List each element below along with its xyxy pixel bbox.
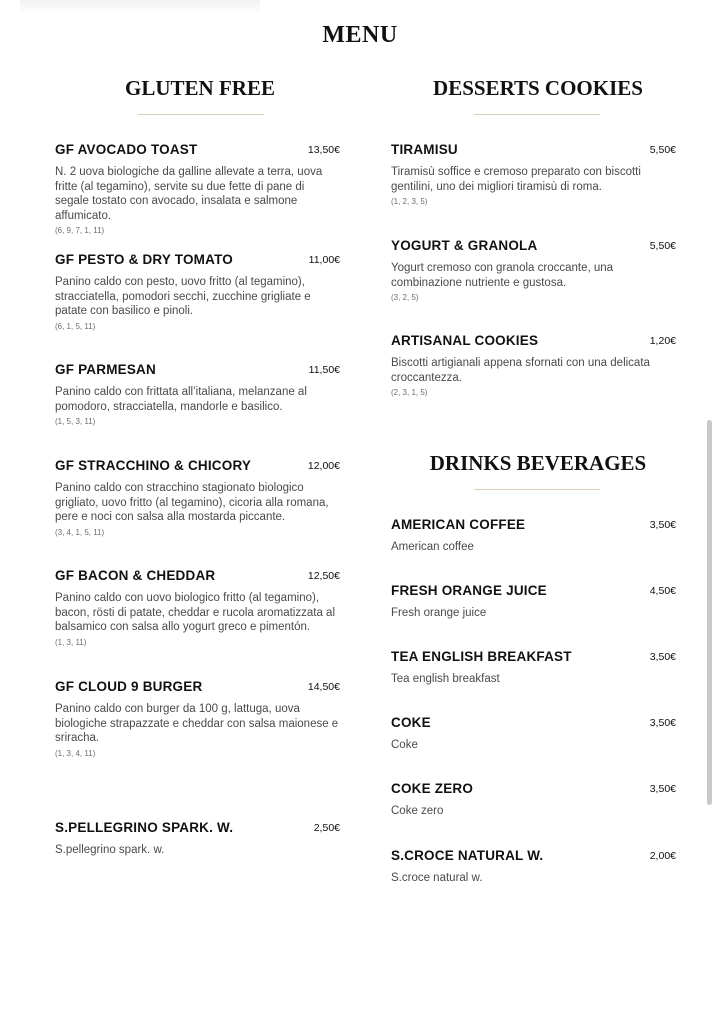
item-price: 3,50€ — [649, 651, 676, 663]
item-description: Biscotti artigianali appena sfornati con una delicata croccantezza. — [391, 357, 650, 384]
item-allergens: (2, 3, 1, 5) — [391, 388, 428, 398]
item-price: 12,50€ — [307, 570, 340, 582]
item-price: 4,50€ — [649, 585, 676, 597]
item-price: 12,00€ — [307, 460, 340, 472]
item-allergens: (1, 3, 11) — [55, 637, 87, 647]
item-description: Tea english breakfast — [391, 673, 500, 685]
item-price: 3,50€ — [649, 717, 676, 729]
page-title: MENU — [322, 22, 398, 48]
item-price: 13,50€ — [307, 144, 340, 156]
item-description: Tiramisù soffice e cremoso preparato con biscotti gentilini, uno dei migliori tiramisù di roma. — [391, 166, 641, 193]
item-allergens: (6, 9, 7, 1, 11) — [55, 226, 105, 236]
item-name: GF STRACCHINO & CHICORY — [55, 458, 252, 473]
item-price: 11,50€ — [308, 364, 340, 376]
item-price: 5,50€ — [649, 144, 676, 156]
section-divider — [474, 114, 600, 115]
item-name: S.PELLEGRINO SPARK. W. — [55, 820, 234, 835]
section-divider — [138, 114, 264, 115]
item-allergens: (1, 3, 4, 11) — [55, 748, 96, 758]
item-price: 3,50€ — [649, 519, 676, 531]
menu-item-american-coffee — [391, 516, 676, 555]
item-name: S.CROCE NATURAL W. — [391, 848, 544, 863]
item-allergens: (3, 4, 1, 5, 11) — [55, 527, 105, 537]
menu-item-gf-avocado-toast — [55, 141, 340, 236]
menu-item-s-pellegrino — [55, 819, 340, 858]
section-divider — [474, 489, 600, 490]
item-name: COKE ZERO — [391, 781, 474, 796]
item-description: Fresh orange juice — [391, 607, 487, 619]
item-name: TIRAMISU — [391, 142, 458, 157]
top-shadow — [20, 0, 260, 14]
menu-item-s-croce-natural — [391, 847, 676, 886]
item-description: Panino caldo con frittata all’italiana, melanzane al pomodoro, stracciatella, mandorle e basilico. — [55, 386, 307, 413]
menu-item-gf-parmesan — [55, 361, 340, 427]
item-name: GF CLOUD 9 BURGER — [55, 679, 203, 694]
menu-item-gf-pesto-dry-tomato — [55, 251, 340, 332]
item-name: ARTISANAL COOKIES — [391, 333, 539, 348]
section-title-desserts-cookies: DESSERTS COOKIES — [433, 76, 643, 100]
item-description: American coffee — [391, 541, 474, 553]
item-name: GF PESTO & DRY TOMATO — [55, 252, 233, 267]
item-price: 2,50€ — [313, 822, 340, 834]
menu-item-coke — [391, 714, 676, 753]
item-description: Panino caldo con burger da 100 g, lattuga, uova biologiche strapazzate e cheddar con salsa maionese e sriracha. — [55, 703, 339, 745]
item-name: AMERICAN COFFEE — [391, 517, 526, 532]
item-name: YOGURT & GRANOLA — [391, 238, 538, 253]
item-name: GF PARMESAN — [55, 362, 156, 377]
item-allergens: (1, 5, 3, 11) — [55, 417, 96, 427]
item-allergens: (6, 1, 5, 11) — [55, 321, 96, 331]
item-allergens: (3, 2, 5) — [391, 293, 419, 303]
item-price: 3,50€ — [649, 783, 676, 795]
item-name: COKE — [391, 715, 431, 730]
item-allergens: (1, 2, 3, 5) — [391, 197, 428, 207]
menu-item-gf-bacon-cheddar — [55, 567, 340, 648]
menu-item-artisanal-cookies — [391, 332, 676, 398]
menu-item-gf-stracchino-chicory — [55, 457, 340, 538]
menu-item-tea-english-breakfast — [391, 648, 676, 687]
item-description: S.croce natural w. — [391, 872, 483, 884]
menu-item-coke-zero — [391, 780, 676, 819]
item-description: Panino caldo con uovo biologico fritto (al tegamino), bacon, rösti di patate, cheddar e rucola aromatizzata al balsamico con salsa allo yogurt greco e pimentón. — [55, 592, 335, 634]
item-description: Panino caldo con stracchino stagionato biologico grigliato, uovo fritto (al tegamino), cicoria alla romana, pere e noci con salsa alla mostarda piccante. — [55, 482, 329, 524]
menu-item-gf-cloud-9-burger — [55, 678, 340, 759]
menu-item-fresh-orange-juice — [391, 582, 676, 621]
vertical-scrollbar[interactable] — [707, 420, 712, 805]
section-title-drinks-beverages: DRINKS BEVERAGES — [429, 451, 647, 475]
item-price: 1,20€ — [649, 335, 676, 347]
item-description: Coke — [391, 739, 418, 751]
menu-item-tiramisu — [391, 141, 676, 207]
item-name: FRESH ORANGE JUICE — [391, 583, 547, 598]
item-name: TEA ENGLISH BREAKFAST — [391, 649, 572, 664]
section-title-gluten-free: GLUTEN FREE — [125, 76, 275, 100]
item-name: GF AVOCADO TOAST — [55, 142, 198, 157]
item-price: 11,00€ — [308, 254, 340, 266]
item-description: S.pellegrino spark. w. — [55, 844, 165, 856]
item-price: 5,50€ — [649, 240, 676, 252]
item-description: Yogurt cremoso con granola croccante, una combinazione nutriente e gustosa. — [391, 262, 614, 289]
item-price: 2,00€ — [649, 850, 676, 862]
menu-item-yogurt-granola — [391, 237, 676, 303]
item-description: Panino caldo con pesto, uovo fritto (al tegamino), stracciatella, pomodori secchi, zucchine grigliate e patate con basilico e pinoli. — [55, 276, 311, 318]
item-description: N. 2 uova biologiche da galline allevate a terra, uova fritte (al tegamino), servite su due fette di pane di segale tostato con avocado, insalata e salmone affumicato. — [55, 166, 323, 222]
item-name: GF BACON & CHEDDAR — [55, 568, 216, 583]
item-description: Coke zero — [391, 805, 444, 817]
item-price: 14,50€ — [307, 681, 340, 693]
